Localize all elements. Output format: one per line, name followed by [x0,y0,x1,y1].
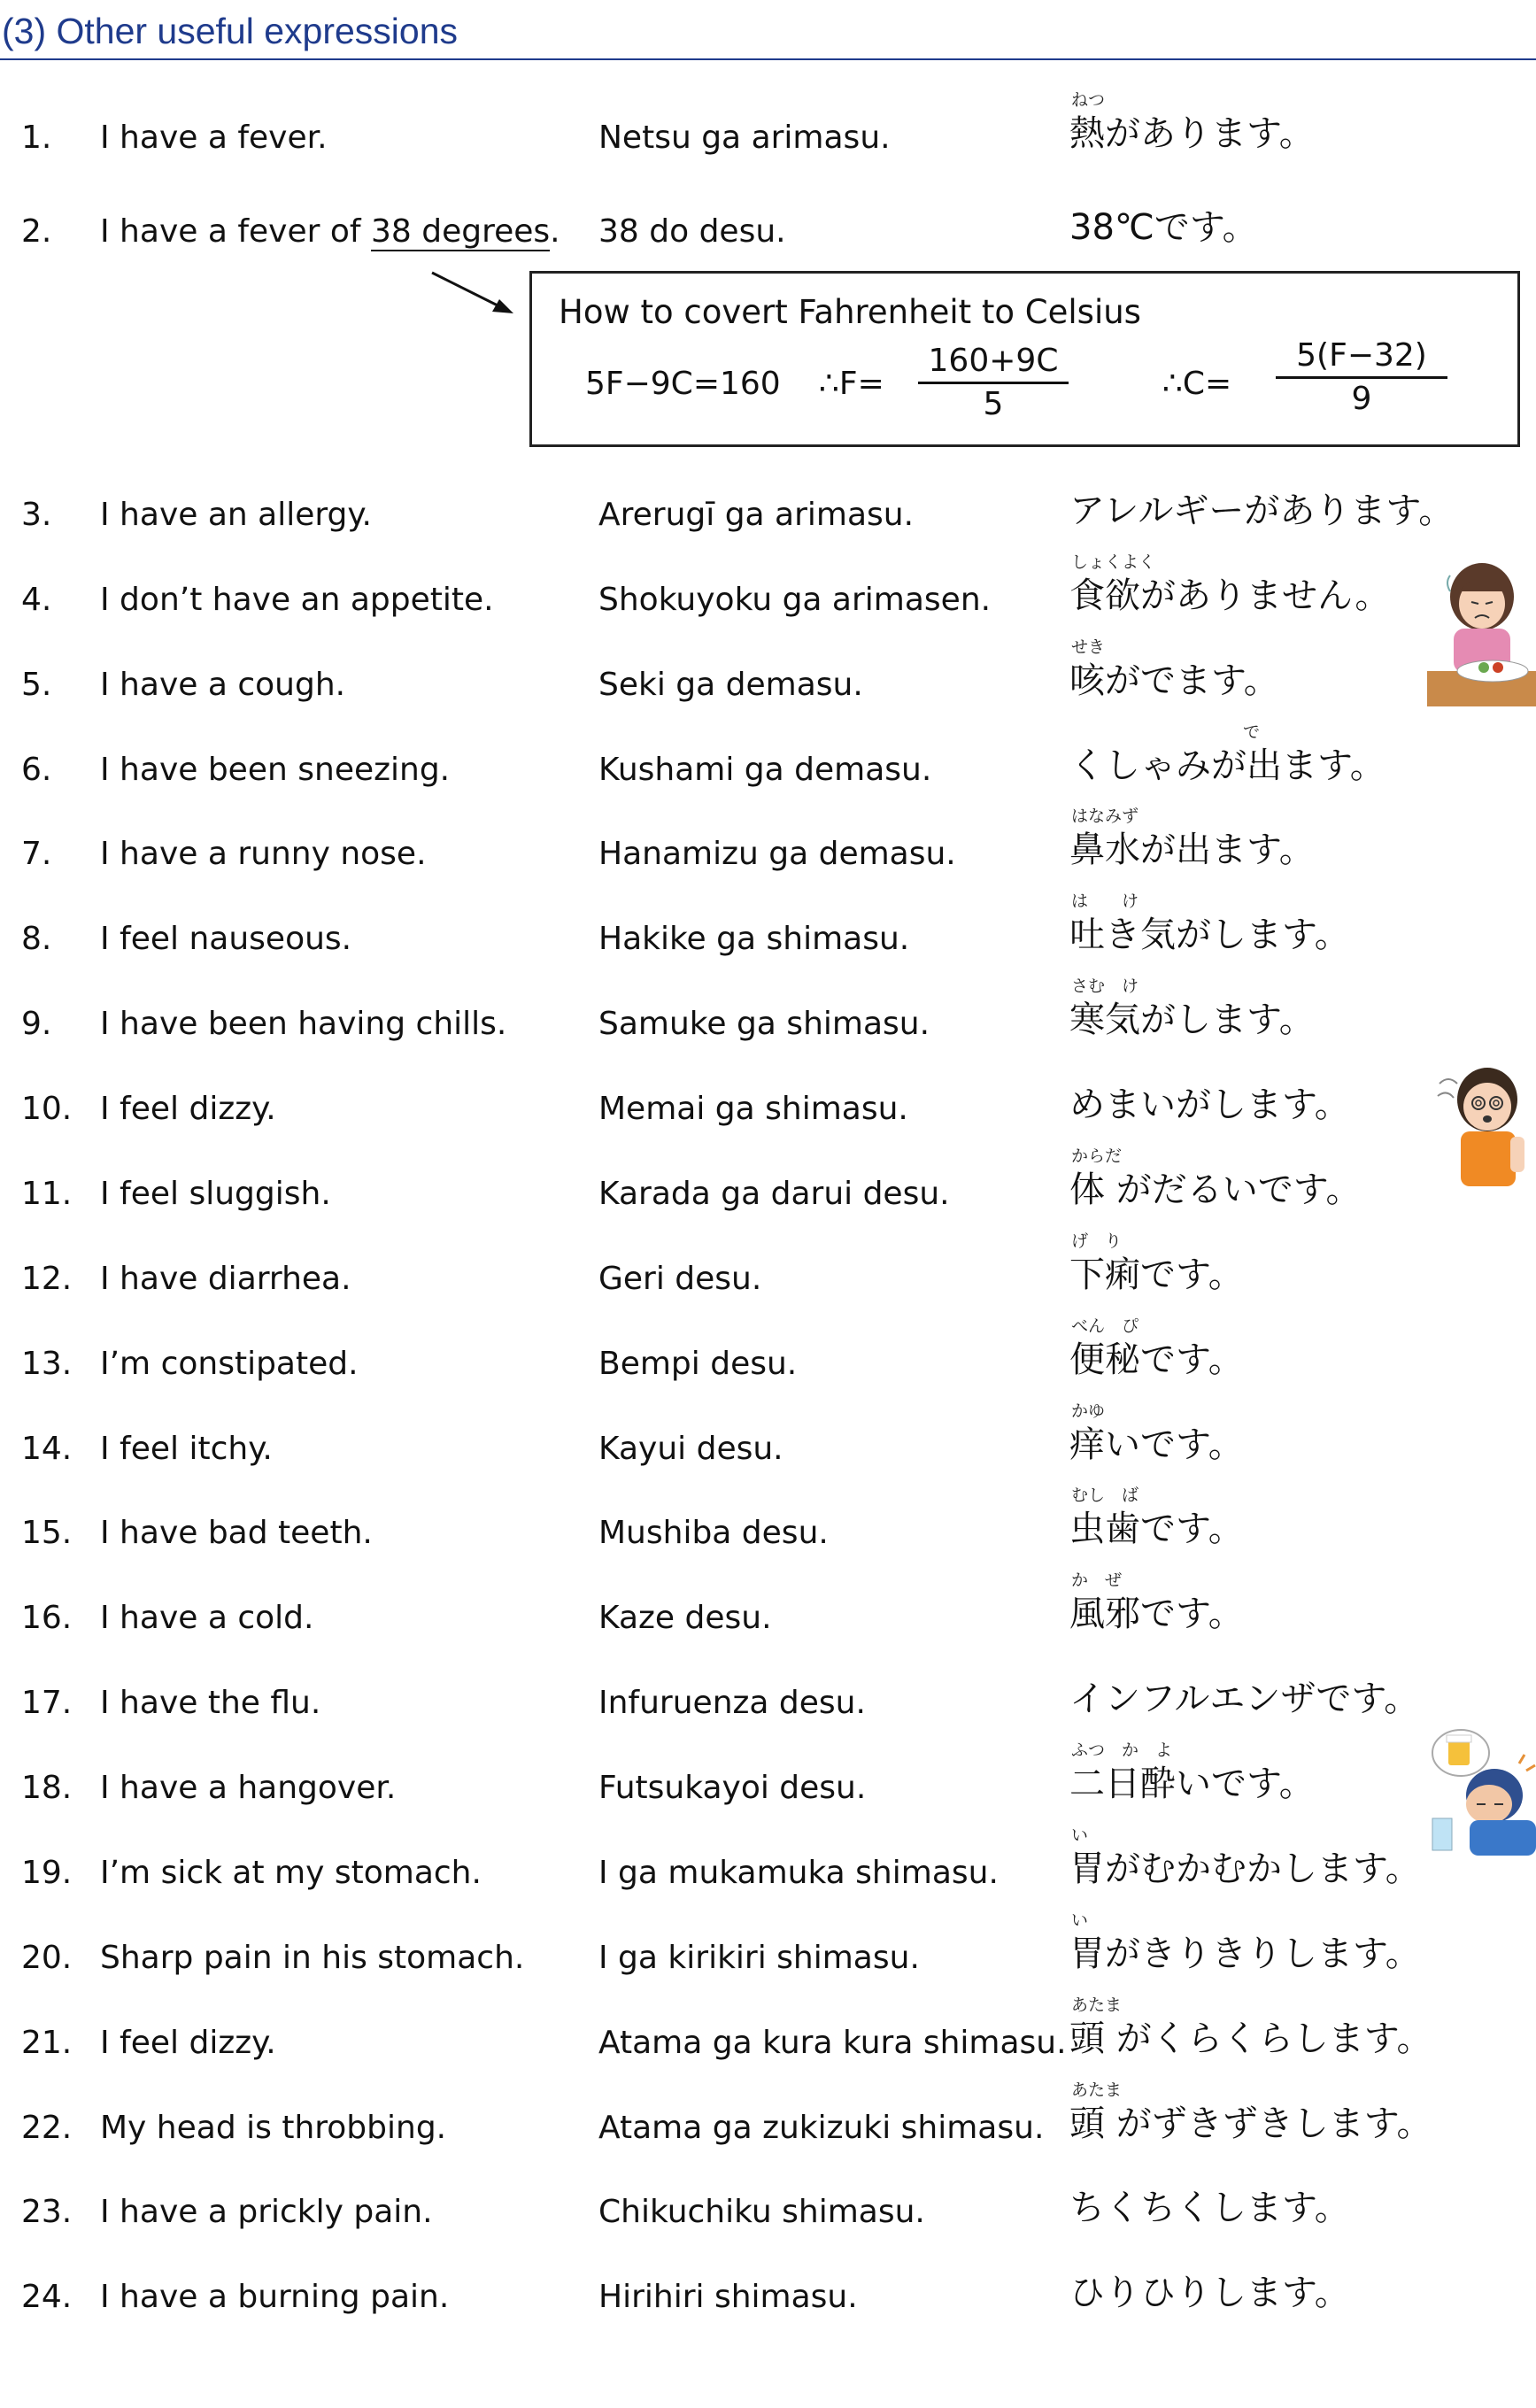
romaji-phrase: Netsu ga arimasu. [598,120,891,156]
furigana: さむ け [1071,976,1139,996]
romaji-phrase: Memai ga shimasu. [598,1091,908,1127]
romaji-phrase: Geri desu. [598,1261,762,1297]
romaji-phrase: Hakike ga shimasu. [598,921,910,957]
romaji-phrase: Karada ga darui desu. [598,1176,950,1212]
list-item [0,2241,1536,2326]
romaji-phrase: Futsukayoi desu. [598,1770,867,1806]
english-phrase: I have a cough. [100,667,346,703]
list-item [0,2156,1536,2241]
romaji-phrase: Arerugī ga arimasu. [598,497,915,533]
furigana: か ぜ [1071,1571,1123,1590]
japanese-phrase: 鼻水が出ます。 [1069,830,1315,870]
romaji-phrase: Chikuchiku shimasu. [598,2194,925,2230]
english-phrase: I have bad teeth. [100,1515,373,1551]
item-number: 4. [21,582,52,618]
item-number: 13. [21,1346,73,1382]
japanese-phrase: 二日酔いです。 [1069,1764,1315,1804]
item-number: 10. [21,1091,73,1127]
romaji-phrase: Samuke ga shimasu. [598,1006,930,1042]
romaji-phrase: Hirihiri shimasu. [598,2279,858,2315]
list-item [0,459,1536,544]
romaji-phrase: Atama ga zukizuki shimasu. [598,2110,1045,2146]
list-item [0,1223,1536,1308]
list-item [0,629,1536,714]
list-item [0,1902,1536,1987]
f-numerator: 160+9C [928,343,1059,379]
furigana: ねつ [1071,90,1106,110]
romaji-phrase: I ga mukamuka shimasu. [598,1855,999,1891]
romaji-phrase: I ga kirikiri shimasu. [598,1940,920,1976]
furigana: べん ぴ [1071,1316,1139,1336]
english-phrase: I have diarrhea. [100,1261,351,1297]
furigana: は け [1071,891,1139,911]
item-number: 24. [21,2279,73,2315]
english-phrase: I’m sick at my stomach. [100,1855,482,1891]
japanese-phrase: 頭 がくらくらします。 [1069,2018,1432,2059]
romaji-phrase: Kayui desu. [598,1431,783,1467]
furigana: げ り [1071,1231,1123,1251]
list-item [0,1477,1536,1562]
japanese-phrase: 体 がだるいです。 [1069,1169,1362,1210]
english-phrase: I have been having chills. [100,1006,507,1042]
c-numerator: 5(F−32) [1296,337,1427,374]
furigana: むし ば [1071,1486,1139,1505]
furigana: あたま [1071,1995,1123,2015]
list-item [0,81,1536,166]
romaji-phrase: Seki ga demasu. [598,667,863,703]
list-item [0,1393,1536,1478]
list-item [0,544,1536,629]
english-phrase: Sharp pain in his stomach. [100,1940,525,1976]
arrow-icon [428,267,517,320]
item-number: 5. [21,667,52,703]
underlined-term: 38 degrees [371,213,551,250]
english-prefix: I have a fever of [100,213,371,250]
item-number: 20. [21,1940,73,1976]
english-phrase: I have a cold. [100,1600,314,1636]
romaji-phrase: Shokuyoku ga arimasen. [598,582,992,618]
item-number: 6. [21,752,52,788]
romaji-phrase: Atama ga kura kura shimasu. [598,2025,1067,2061]
english-phrase: I feel sluggish. [100,1176,331,1212]
list-item [0,883,1536,968]
romaji-phrase: Kaze desu. [598,1600,772,1636]
romaji-phrase: Mushiba desu. [598,1515,829,1551]
list-item [0,968,1536,1053]
list-item [0,2072,1536,2157]
english-phrase: My head is throbbing. [100,2110,447,2146]
item-number: 11. [21,1176,73,1212]
conversion-equation: 5F−9C=160 [585,366,781,402]
japanese-phrase: 咳がでます。 [1069,660,1279,701]
english-phrase [100,213,560,250]
english-phrase: I feel dizzy. [100,1091,276,1127]
item-number: 23. [21,2194,73,2230]
english-phrase: I feel itchy. [100,1431,273,1467]
japanese-phrase: 風邪です。 [1069,1594,1244,1634]
item-number: 18. [21,1770,73,1806]
item-number: 2. [21,213,52,250]
conversion-title: How to covert Fahrenheit to Celsius [559,293,1141,331]
conversion-box [529,271,1520,447]
english-phrase: I feel nauseous. [100,921,352,957]
japanese-phrase: 痒いです。 [1069,1424,1244,1465]
japanese-phrase: めまいがします。 [1069,1084,1350,1125]
japanese-phrase: 頭 がずきずきします。 [1069,2103,1432,2144]
c-fraction [1276,336,1447,420]
section-heading [0,7,1536,60]
item-number: 15. [21,1515,73,1551]
list-item [0,1562,1536,1647]
english-phrase: I have a hangover. [100,1770,397,1806]
list-item [0,714,1536,799]
japanese-phrase: 寒気がします。 [1069,999,1315,1040]
furigana: かゆ [1071,1401,1106,1421]
furigana: からだ [1071,1146,1123,1166]
c-denominator: 9 [1351,381,1372,417]
item-number: 7. [21,836,52,872]
list-item [0,1138,1536,1223]
hangover-man-icon [1427,1723,1536,1856]
furigana: せき [1071,637,1106,657]
list-item [0,1817,1536,1902]
item-number: 9. [21,1006,52,1042]
english-phrase: I have the flu. [100,1685,321,1721]
item-number: 3. [21,497,52,533]
english-phrase: I have a prickly pain. [100,2194,433,2230]
item-number: 8. [21,921,52,957]
english-phrase: I have a fever. [100,120,328,156]
english-phrase: I don’t have an appetite. [100,582,494,618]
list-item [0,1987,1536,2072]
japanese-phrase: 38℃です。 [1069,207,1258,248]
item-number: 19. [21,1855,73,1891]
furigana: あたま [1071,2080,1123,2100]
japanese-phrase: 吐き気がします。 [1069,915,1350,955]
list-item [0,175,1536,260]
furigana: で [1243,722,1261,742]
japanese-phrase: 胃がむかむかします。 [1069,1848,1421,1889]
romaji-phrase: Hanamizu ga demasu. [598,836,956,872]
item-number: 21. [21,2025,73,2061]
english-phrase: I feel dizzy. [100,2025,276,2061]
japanese-phrase: ちくちくします。 [1069,2188,1350,2228]
japanese-phrase: ひりひりします。 [1069,2273,1350,2313]
furigana: はなみず [1071,807,1139,826]
f-denominator: 5 [983,386,1004,422]
furigana: ふつ か よ [1071,1740,1173,1760]
japanese-phrase: 虫歯です。 [1069,1509,1244,1549]
japanese-phrase: くしゃみが出ます。 [1069,745,1385,786]
item-number: 16. [21,1600,73,1636]
english-phrase: I have an allergy. [100,497,373,533]
romaji-phrase: 38 do desu. [598,213,786,250]
japanese-phrase: 食欲がありません。 [1069,575,1391,616]
japanese-phrase: インフルエンザです。 [1069,1679,1420,1719]
japanese-phrase: 熱があります。 [1069,113,1315,154]
japanese-phrase: 胃がきりきりします。 [1069,1933,1421,1974]
list-item [0,1732,1536,1817]
item-number: 14. [21,1431,73,1467]
item-number: 1. [21,120,52,156]
item-number: 22. [21,2110,73,2146]
romaji-phrase: Infuruenza desu. [598,1685,866,1721]
f-fraction [918,341,1069,425]
sick-girl-eating-icon [1427,556,1536,706]
dizzy-boy-icon [1432,1061,1536,1193]
english-phrase: I’m constipated. [100,1346,359,1382]
item-number: 17. [21,1685,73,1721]
japanese-phrase: アレルギーがあります。 [1069,490,1455,531]
japanese-phrase: 便秘です。 [1069,1339,1244,1380]
english-phrase: I have been sneezing. [100,752,451,788]
item-number: 12. [21,1261,73,1297]
english-suffix: . [550,213,560,250]
japanese-phrase: 下痢です。 [1069,1254,1244,1295]
f-label: ∴F= [819,366,884,402]
english-phrase: I have a runny nose. [100,836,427,872]
romaji-phrase: Kushami ga demasu. [598,752,932,788]
section-title: (3) Other useful expressions [2,11,459,51]
english-phrase: I have a burning pain. [100,2279,450,2315]
list-item [0,798,1536,883]
list-item [0,1647,1536,1732]
furigana: しょくよく [1071,552,1156,572]
furigana: い [1071,1825,1089,1845]
furigana: い [1071,1910,1089,1930]
list-item [0,1308,1536,1393]
romaji-phrase: Bempi desu. [598,1346,798,1382]
c-label: ∴C= [1162,366,1232,402]
list-item [0,1053,1536,1138]
